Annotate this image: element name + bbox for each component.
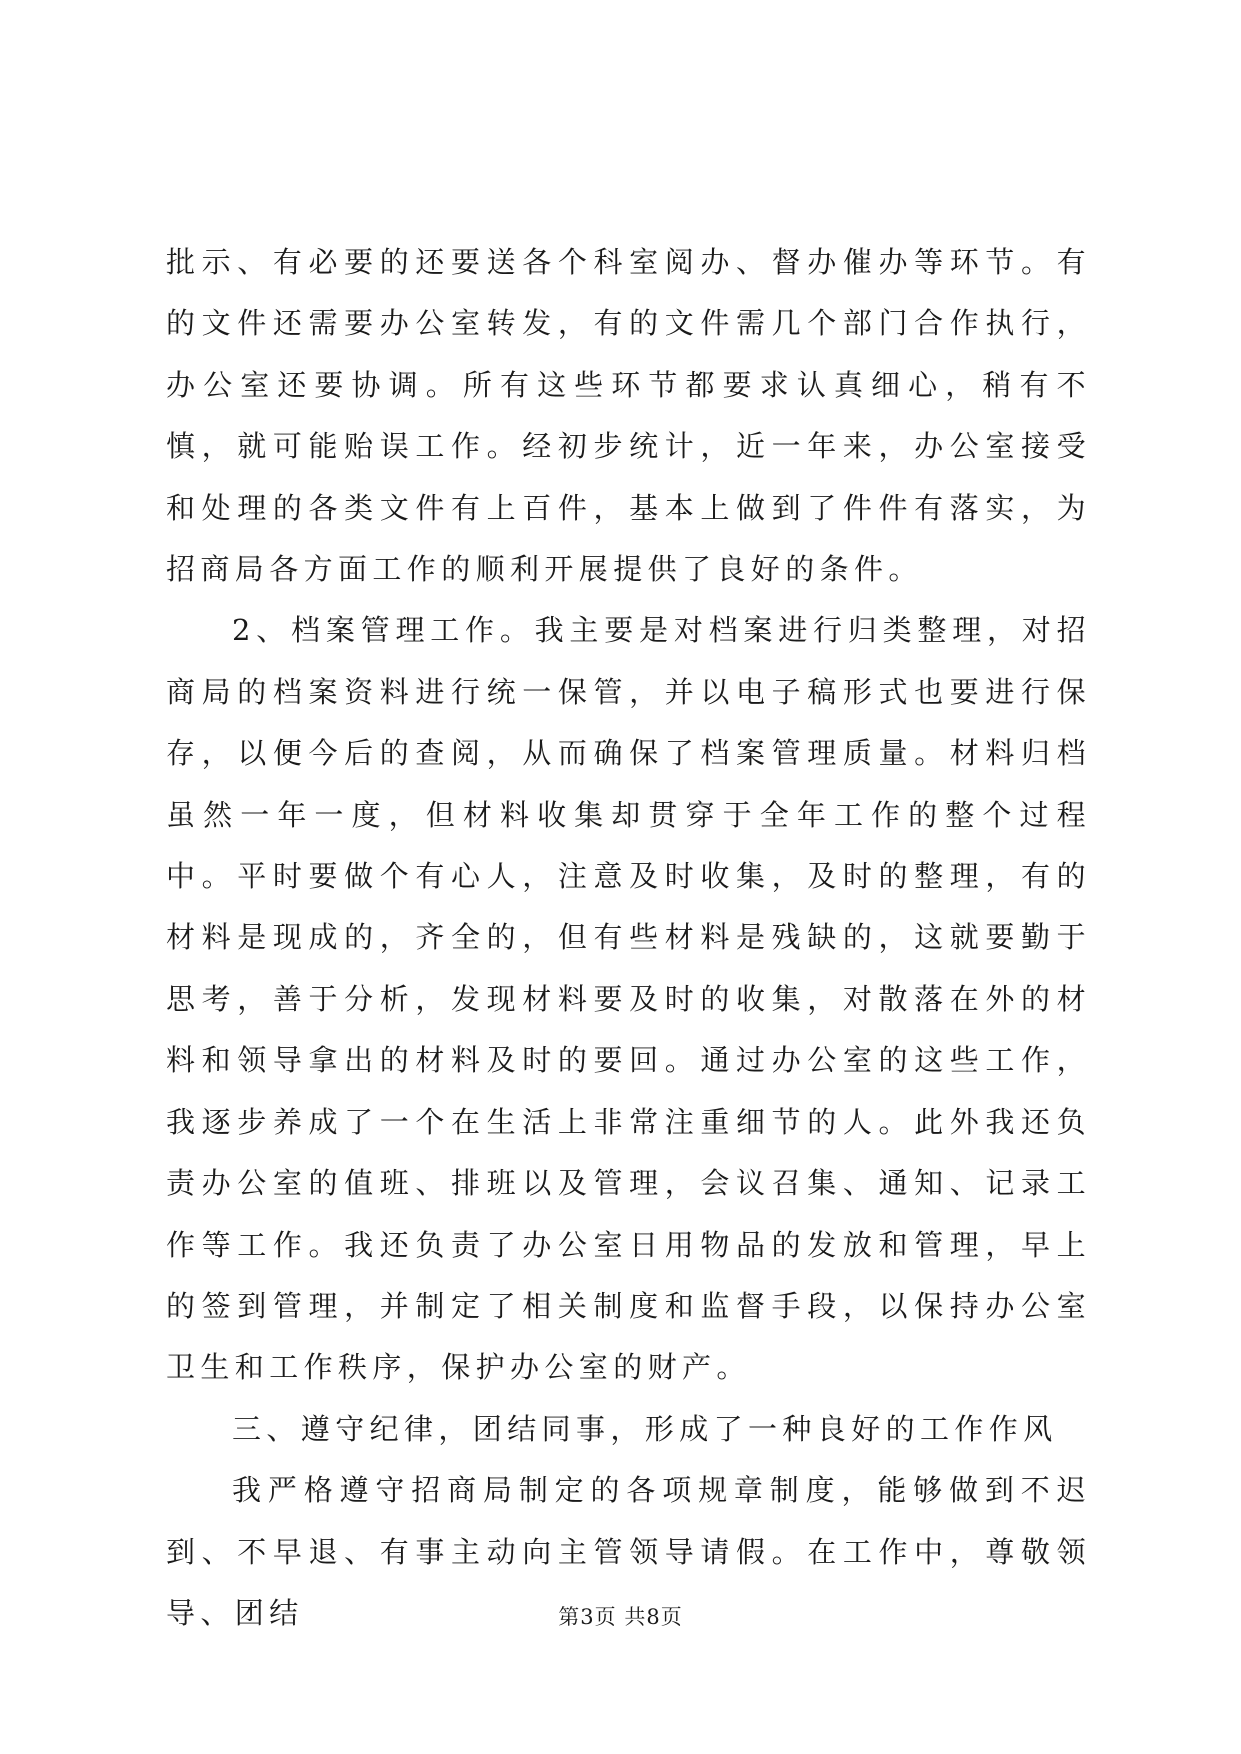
paragraph-file-handling: 批示、有必要的还要送各个科室阅办、督办催办等环节。有的文件还需要办公室转发，有的文件需几个部门合作执行，办公室还要协调。所有这些环节都要求认真细心，稍有不慎，就可能贻误工作。经初步统计，近一年来，办公室接受和处理的各类文件有上百件，基本上做到了件件有落实，为招商局各方面工作的顺利开展提供了良好的条件。 — [166, 245, 1091, 587]
page-number-footer: 第3页 共8页 — [558, 1605, 683, 1629]
document-body — [166, 232, 1091, 1644]
paragraph-archive-management: 2、档案管理工作。我主要是对档案进行归类整理，对招商局的档案资料进行统一保管，并以电子稿形式也要进行保存，以便今后的查阅，从而确保了档案管理质量。材料归档虽然一年一度，但材料收集却贯穿于全年工作的整个过程中。平时要做个有心人，注意及时收集，及时的整理，有的材料是现成的，齐全的，但有些材料是残缺的，这就要勤于思考，善于分析，发现材料要及时的收集，对散落在外的材料和领导拿出的材料及时的要回。通过办公室的这些工作，我逐步养成了一个在生活上非常注重细节的人。此外我还负责办公室的值班、排班以及管理，会议召集、通知、记录工作等工作。我还负责了办公室日用物品的发放和管理，早上的签到管理，并制定了相关制度和监督手段，以保持办公室卫生和工作秩序，保护办公室的财产。 — [166, 613, 1091, 1385]
section-heading-discipline: 三、遵守纪律，团结同事，形成了一种良好的工作作风 — [232, 1411, 1058, 1446]
paragraph-discipline: 我严格遵守招商局制定的各项规章制度，能够做到不迟到、不早退、有事主动向主管领导请假。在工作中，尊敬领导、团结 — [166, 1473, 1091, 1630]
